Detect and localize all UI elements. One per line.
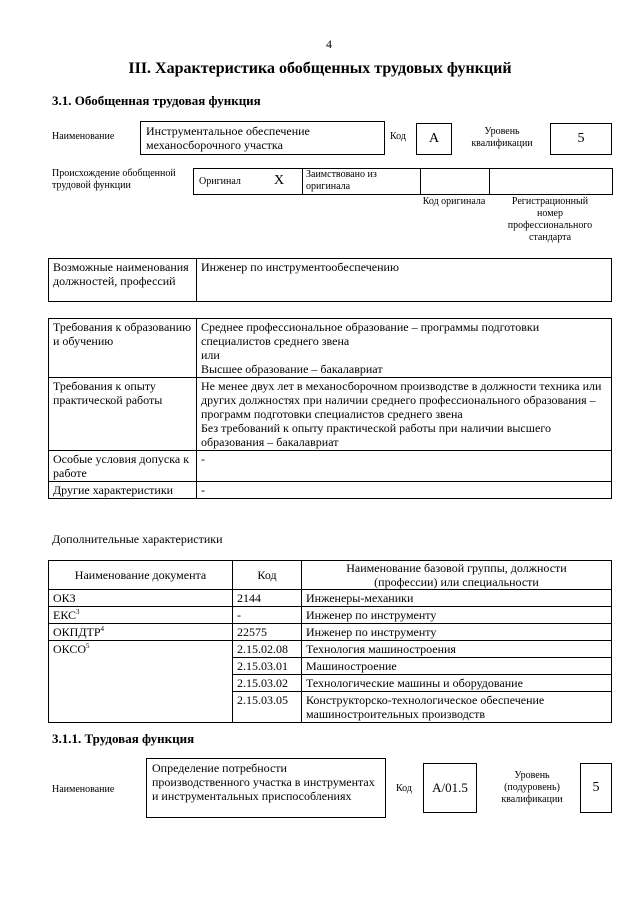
table-row [49, 607, 612, 624]
doc-code: 2.15.03.05 [233, 692, 302, 723]
positions-label: Возможные наименования должностей, профессий [49, 259, 197, 302]
doc-title: Инженер по инструменту [302, 624, 612, 641]
doc-title: Технологические машины и оборудование [302, 675, 612, 692]
doc-name: ОКЗ [53, 591, 76, 605]
requirements-table [48, 318, 612, 499]
gtf-code-label: Код [390, 131, 406, 142]
section-title: III. Характеристика обобщенных трудовых функций [128, 60, 512, 77]
gtf-reg-number-label: Регистрационный номер профессионального стандарта [507, 196, 593, 243]
col-header-document: Наименование документа [49, 561, 233, 590]
gtf-code-original-label: Код оригинала [422, 196, 486, 207]
gtf-original-mark: X [274, 173, 285, 188]
doc-code: 2.15.03.01 [233, 658, 302, 675]
tf-name-value: Определение потребности производственного участка в инструментах и инструментальных приспособлениях [146, 758, 386, 818]
gtf-level-value: 5 [550, 123, 612, 155]
doc-code: 2144 [233, 590, 302, 607]
req-experience-line: Без требований к опыту практической работы при наличии высшего образования – бакалавриат [201, 421, 551, 449]
req-other-value: - [197, 482, 612, 499]
gtf-borrowed-label: Заимствовано из оригинала [306, 169, 377, 192]
req-experience-line: Не менее двух лет в механосборочном производстве в должности техника или других должностях при наличии среднего профессионального образования – программ подготовки специалистов среднего звена [201, 379, 602, 421]
col-header-name: Наименование базовой группы, должности (профессии) или специальности [302, 561, 612, 590]
gtf-origin-label: Происхождение обобщенной трудовой функции [52, 168, 176, 191]
doc-name: ОКСО [53, 642, 87, 656]
doc-code: 22575 [233, 624, 302, 641]
doc-code: 2.15.02.08 [233, 641, 302, 658]
tf-name-label: Наименование [52, 784, 115, 795]
req-experience-label: Требования к опыту практической работы [49, 378, 197, 451]
req-special-value: - [197, 451, 612, 482]
req-education-label: Требования к образованию и обучению [49, 319, 197, 378]
col-header-code: Код [233, 561, 302, 590]
footnote-mark: 5 [86, 642, 90, 650]
tf-level-value: 5 [580, 763, 612, 813]
doc-code: - [233, 607, 302, 624]
positions-table [48, 258, 612, 302]
gtf-level-label: Уровень квалификации [471, 126, 533, 149]
table-row [49, 590, 612, 607]
gtf-name-label: Наименование [52, 131, 115, 142]
requirement-row [49, 482, 612, 499]
doc-title: Технология машиностроения [302, 641, 612, 658]
gtf-original-label: Оригинал [199, 176, 241, 187]
requirement-row [49, 451, 612, 482]
table-row [49, 641, 612, 658]
doc-name: ЕКС [53, 608, 77, 622]
requirement-row [49, 319, 612, 378]
footnote-mark: 3 [76, 608, 80, 616]
gtf-heading: 3.1. Обобщенная трудовая функция [52, 93, 261, 108]
gtf-code-value: А [416, 123, 452, 155]
additional-heading: Дополнительные характеристики [52, 532, 223, 546]
tf-code-value: A/01.5 [423, 763, 477, 813]
doc-title: Инженер по инструменту [302, 607, 612, 624]
req-education-line: или [201, 348, 220, 362]
doc-title: Конструкторско-технологическое обеспечение машиностроительных производств [302, 692, 612, 723]
doc-name: ОКПДТР [53, 625, 101, 639]
req-special-label: Особые условия допуска к работе [49, 451, 197, 482]
req-education-line: Среднее профессиональное образование – программы подготовки специалистов среднего звена [201, 320, 540, 348]
tf-level-label: Уровень (подуровень) квалификации [501, 770, 563, 805]
req-other-label: Другие характеристики [49, 482, 197, 499]
doc-code: 2.15.03.02 [233, 675, 302, 692]
additional-table [48, 560, 612, 723]
requirement-row [49, 378, 612, 451]
gtf-name-value: Инструментальное обеспечение механосборочного участка [140, 121, 385, 155]
doc-title: Инженеры-механики [302, 590, 612, 607]
tf-heading: 3.1.1. Трудовая функция [52, 731, 195, 746]
table-row [49, 624, 612, 641]
doc-title: Машиностроение [302, 658, 612, 675]
page-number: 4 [326, 37, 332, 51]
req-education-line: Высшее образование – бакалавриат [201, 362, 383, 376]
footnote-mark: 4 [100, 625, 105, 633]
tf-code-label: Код [396, 783, 412, 794]
positions-value: Инженер по инструментообеспечению [197, 259, 612, 302]
